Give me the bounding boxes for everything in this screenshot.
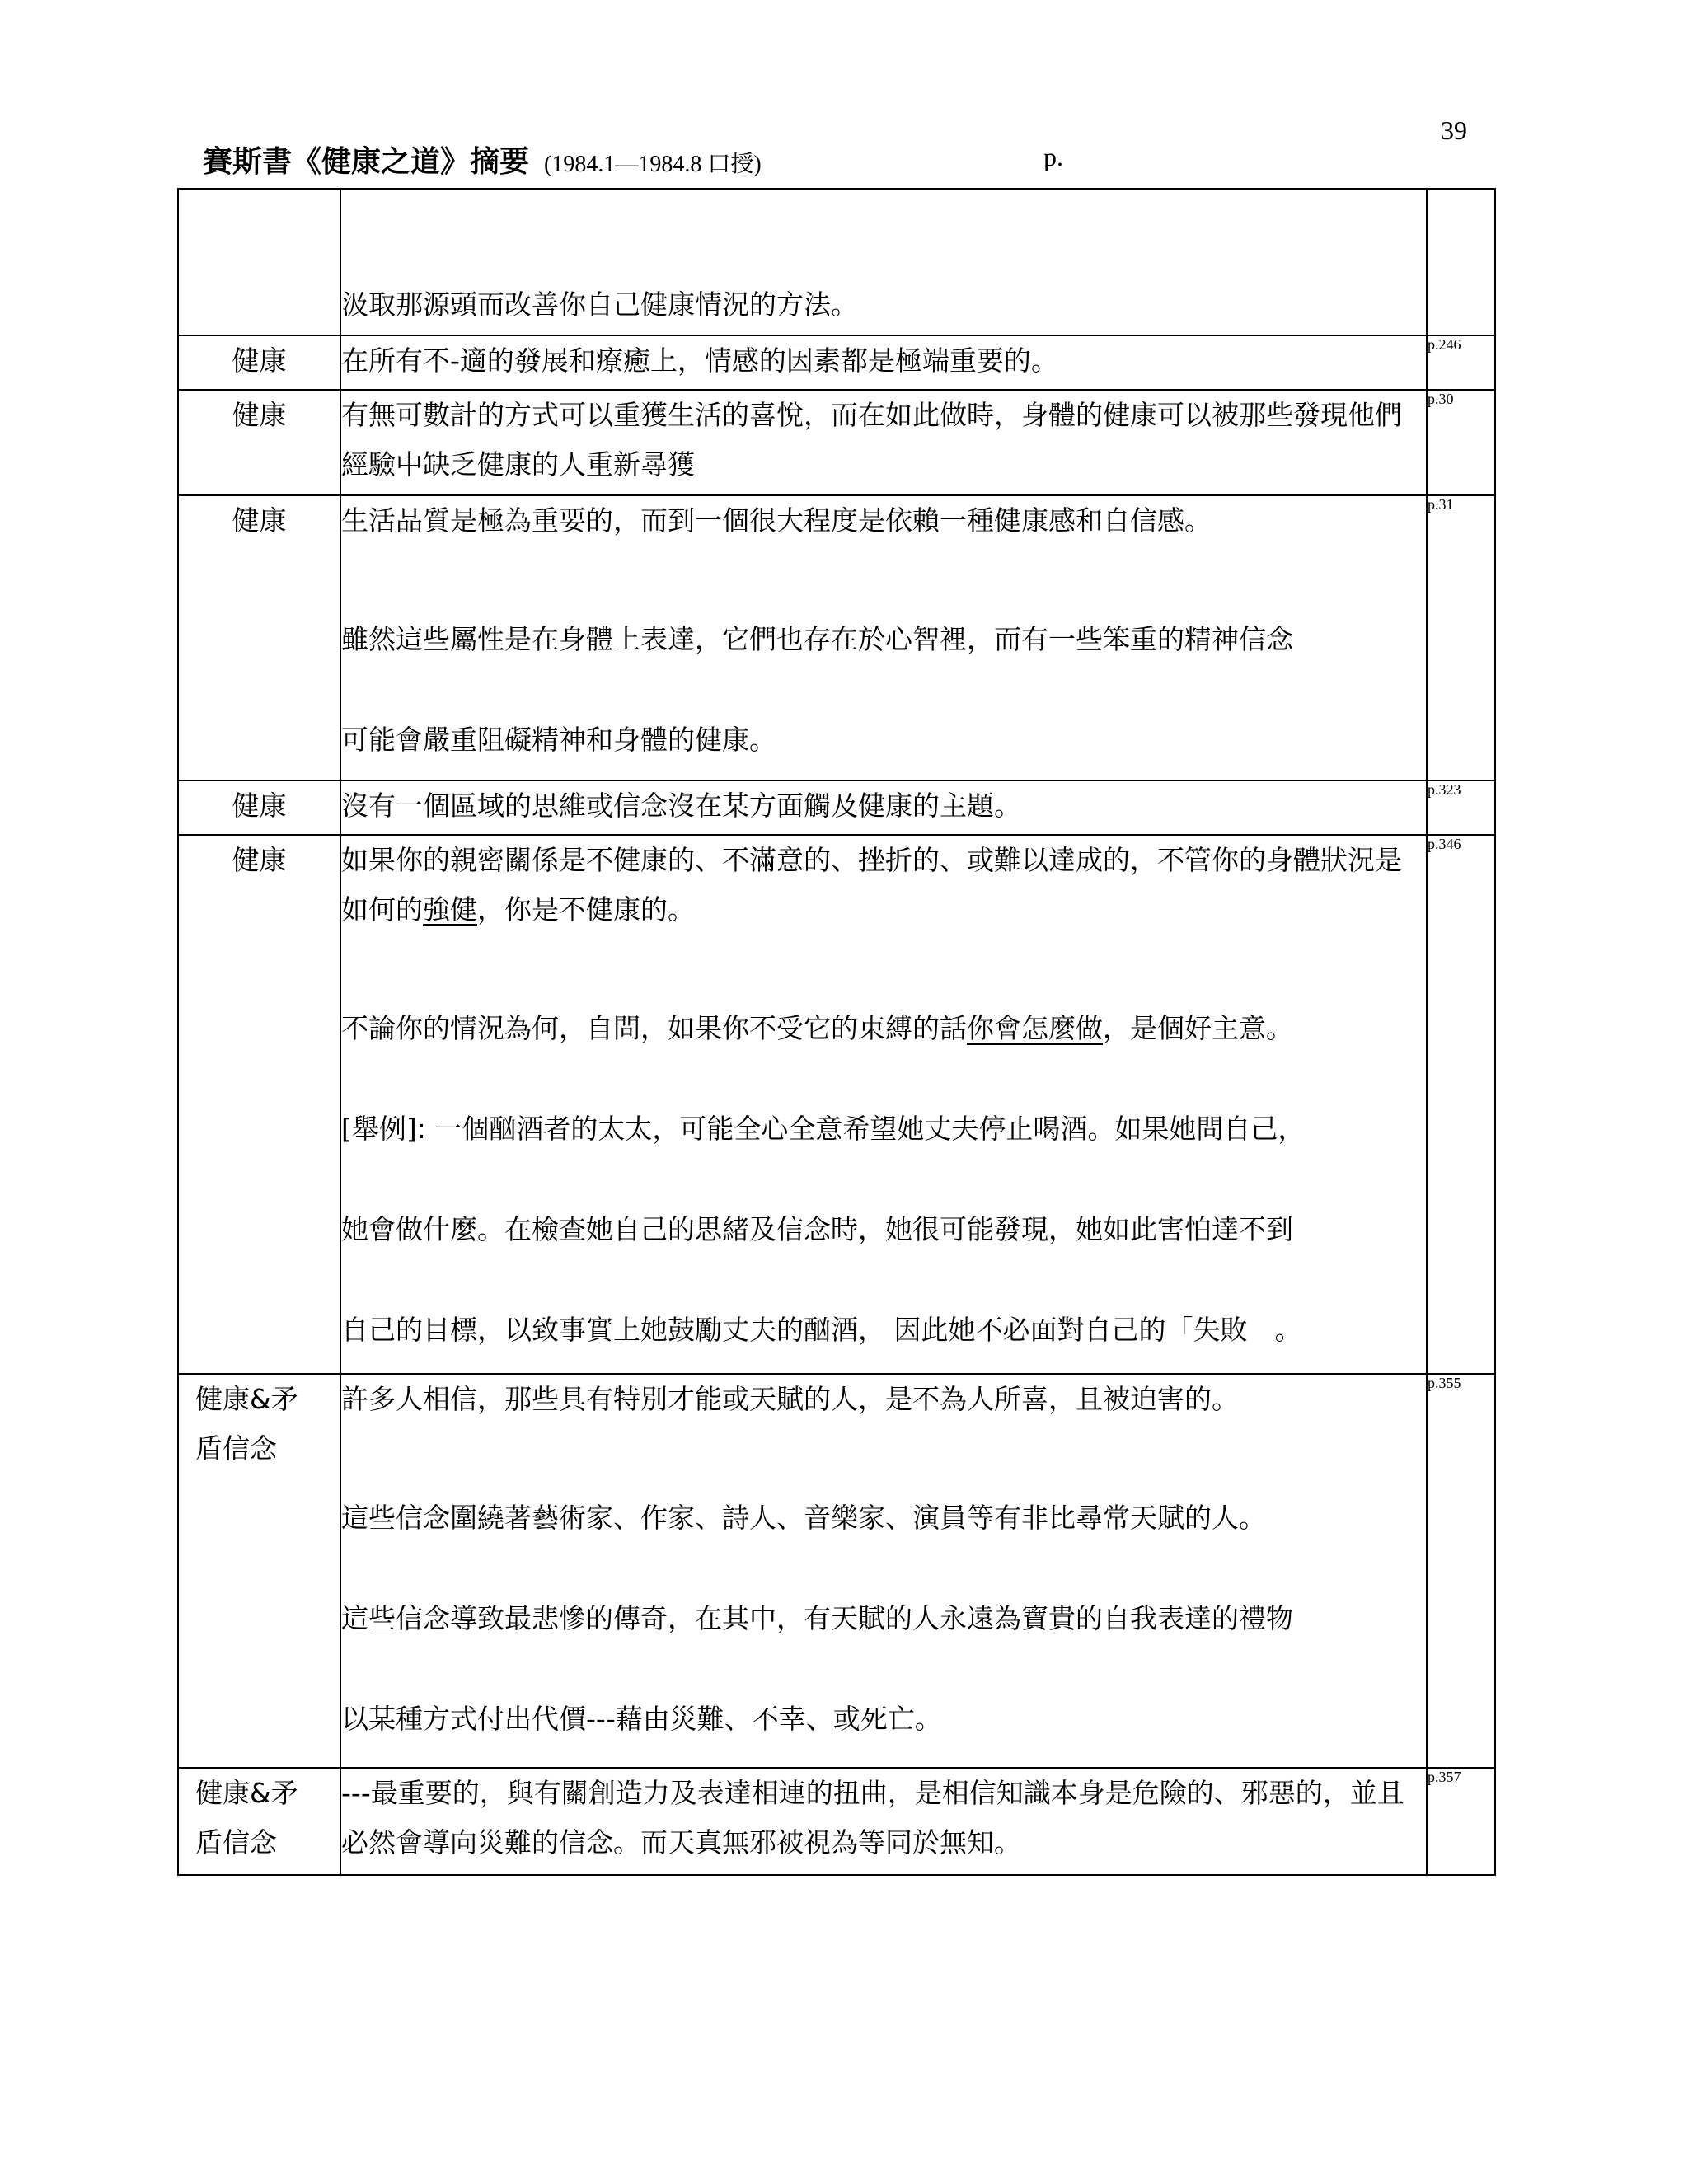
- table-row: [178, 780, 1495, 835]
- page-ref: p.357: [1427, 1768, 1495, 1875]
- content-paragraph: 以某種方式付出代價---藉由災難、不幸、或死亡。: [341, 1703, 942, 1735]
- page-ref: p.30: [1427, 390, 1495, 495]
- table-row: [178, 189, 1495, 335]
- content-paragraph: 沒有一個區域的思維或信念沒在某方面觸及健康的主題。: [341, 790, 1021, 822]
- content-cell: [340, 780, 1427, 835]
- topic-cell: 健康&矛盾信念: [178, 1768, 340, 1875]
- underlined-text: 你會怎麼做: [967, 1012, 1103, 1044]
- header-page-label: p.: [1043, 142, 1063, 171]
- content-paragraph: [341, 836, 1426, 935]
- page-ref: p.346: [1427, 835, 1495, 1374]
- content-cell: [340, 335, 1427, 390]
- topic-cell: 健康: [178, 780, 340, 835]
- page-ref: p.355: [1427, 1374, 1495, 1768]
- content-cell: [340, 1374, 1427, 1768]
- content-cell: [340, 1768, 1427, 1875]
- content-paragraph: 汲取那源頭而改善你自己健康情況的方法。: [341, 288, 858, 321]
- table-row: [178, 495, 1495, 780]
- table-row: [178, 335, 1495, 390]
- topic-cell: 健康: [178, 835, 340, 1374]
- topic-cell: 健康&矛盾信念: [178, 1374, 340, 1768]
- content-paragraph: 這些信念導致最悲慘的傳奇，在其中，有天賦的人永遠為寶貴的自我表達的禮物: [341, 1602, 1293, 1634]
- header-date-note: (1984.1—1984.8 口授): [544, 152, 762, 177]
- content-paragraph: 在所有不-適的發展和療癒上，情感的因素都是極端重要的。: [341, 344, 1058, 377]
- content-paragraph: 生活品質是極為重要的，而到一個很大程度是依賴一種健康感和自信感。: [341, 504, 1212, 537]
- content-paragraph: 自己的目標，以致事實上她鼓勵丈夫的酗酒， 因此她不必面對自己的「失敗 。: [341, 1314, 1302, 1346]
- table-row: [178, 835, 1495, 1374]
- topic-cell: 健康: [178, 495, 340, 780]
- text-span: ，是個好主意。: [1103, 1012, 1293, 1044]
- content-cell: [340, 835, 1427, 1374]
- content-paragraph: 這些信念圍繞著藝術家、作家、詩人、音樂家、演員等有非比尋常天賦的人。: [341, 1502, 1266, 1534]
- text-span: ，你是不健康的。: [477, 893, 695, 926]
- content-cell: [340, 390, 1427, 495]
- notes-table: [177, 188, 1496, 1876]
- content-cell: [340, 495, 1427, 780]
- table-row: [178, 1768, 1495, 1875]
- page-ref: p.323: [1427, 780, 1495, 835]
- table-row: [178, 1374, 1495, 1768]
- page-ref: [1427, 189, 1495, 335]
- page-ref: p.31: [1427, 495, 1495, 780]
- text-span: 不論你的情況為何，自問，如果你不受它的束縛的話: [341, 1012, 967, 1044]
- topic-cell: 健康: [178, 335, 340, 390]
- content-paragraph: [341, 1004, 1426, 1053]
- content-paragraph: 可能會嚴重阻礙精神和身體的健康。: [341, 724, 776, 756]
- page-header: [203, 138, 762, 180]
- page-number: 39: [1441, 115, 1467, 145]
- header-title: 賽斯書《健康之道》摘要: [203, 145, 530, 179]
- topic-cell: [178, 189, 340, 335]
- table-row: [178, 390, 1495, 495]
- underlined-text: 強健: [423, 893, 477, 926]
- content-paragraph: 有無可數計的方式可以重獲生活的喜悅，而在如此做時，身體的健康可以被那些發現他們經驗中缺乏健康的人重新尋獲: [341, 399, 1402, 480]
- content-paragraph: 她會做什麼。在檢查她自己的思緒及信念時，她很可能發現，她如此害怕達不到: [341, 1213, 1293, 1245]
- page-ref: p.246: [1427, 335, 1495, 390]
- content-paragraph: 許多人相信，那些具有特別才能或天賦的人，是不為人所喜，且被迫害的。: [341, 1383, 1239, 1415]
- content-cell: [340, 189, 1427, 335]
- topic-cell: 健康: [178, 390, 340, 495]
- content-paragraph: ---最重要的，與有關創造力及表達相連的扭曲，是相信知識本身是危險的、邪惡的，並且必然會導向災難的信念。而天真無邪被視為等同於無知。: [341, 1777, 1404, 1858]
- content-paragraph: 雖然這些屬性是在身體上表達，它們也存在於心智裡，而有一些笨重的精神信念: [341, 623, 1293, 655]
- text-span: 如果你的親密關係是不健康的、不滿意的、挫折的、或難以達成的，不管你的身體狀況是如何的: [341, 844, 1402, 926]
- content-paragraph: [舉例]: 一個酗酒者的太太，可能全心全意希望她丈夫停止喝酒。如果她問自己，: [341, 1113, 1306, 1145]
